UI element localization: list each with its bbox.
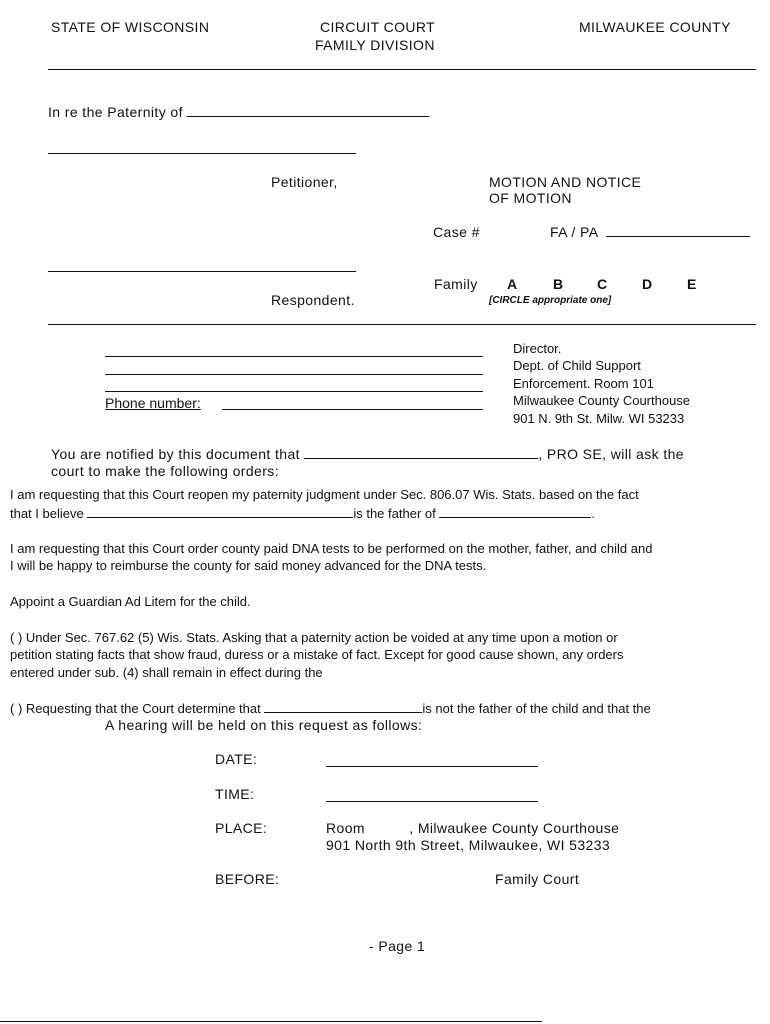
- void-line-2: petition stating facts that show fraud, duress or a mistake of fact. Except for good cause shown, any orders: [10, 647, 624, 662]
- court-division: FAMILY DIVISION: [315, 37, 435, 53]
- family-option-e[interactable]: E: [687, 276, 697, 292]
- motion-title-line1: MOTION AND NOTICE: [489, 174, 642, 190]
- phone-number-field[interactable]: [222, 409, 483, 410]
- footer-line: [0, 1021, 542, 1022]
- child-name-field[interactable]: [439, 505, 591, 518]
- respondent-label: Respondent.: [271, 292, 355, 308]
- address-line-2[interactable]: [105, 374, 483, 375]
- family-option-d[interactable]: D: [642, 276, 653, 292]
- date-label: DATE:: [215, 751, 258, 767]
- case-number-line: [550, 224, 750, 240]
- believed-father-field[interactable]: [87, 505, 353, 518]
- paternity-name-field[interactable]: [187, 104, 429, 117]
- place-label: PLACE:: [215, 820, 268, 836]
- caption-divider: [48, 324, 756, 325]
- notice-name-field[interactable]: [304, 446, 538, 459]
- notice-line-1: [51, 446, 684, 462]
- determine-suffix: is not the father of the child and that the: [422, 701, 651, 716]
- before-value: Family Court: [495, 871, 580, 887]
- director-line-5: 901 N. 9th St. Milw. WI 53233: [513, 411, 685, 426]
- hearing-intro: A hearing will be held on this request as follows:: [105, 717, 423, 733]
- petitioner-name-field[interactable]: [48, 153, 356, 154]
- reopen-line-2: [10, 505, 595, 521]
- time-field[interactable]: [326, 801, 538, 802]
- director-line-2: Dept. of Child Support: [513, 358, 641, 373]
- determine-name-field[interactable]: [264, 700, 422, 713]
- notice-suffix: , PRO SE, will ask the: [538, 446, 684, 462]
- reopen-prefix: that I believe: [10, 506, 84, 521]
- case-number-field[interactable]: [606, 224, 750, 237]
- header-divider: [48, 69, 756, 70]
- county-label: MILWAUKEE COUNTY: [579, 19, 731, 35]
- family-option-c[interactable]: C: [597, 276, 608, 292]
- notice-line-2: court to make the following orders:: [51, 463, 279, 479]
- reopen-end: .: [591, 506, 595, 521]
- dna-line-2: I will be happy to reimburse the county for said money advanced for the DNA tests.: [10, 558, 487, 573]
- paternity-label: In re the Paternity of: [48, 104, 183, 120]
- guardian-request: Appoint a Guardian Ad Litem for the child.: [10, 594, 251, 609]
- date-field[interactable]: [326, 766, 538, 767]
- state-label: STATE OF WISCONSIN: [51, 19, 210, 35]
- paternity-line: [48, 104, 429, 120]
- case-label: Case #: [433, 224, 480, 240]
- address-line-1[interactable]: [105, 356, 483, 357]
- director-line-4: Milwaukee County Courthouse: [513, 393, 691, 408]
- family-hint: [CIRCLE appropriate one]: [489, 295, 612, 306]
- place-line-1: [326, 820, 619, 836]
- reopen-line-1: I am requesting that this Court reopen my paternity judgment under Sec. 806.07 Wis. Stats. based on the fact: [10, 487, 639, 502]
- dna-line-1: I am requesting that this Court order county paid DNA tests to be performed on the mother, father, and child and: [10, 541, 653, 556]
- time-label: TIME:: [215, 786, 255, 802]
- place-room-label: Room: [326, 820, 365, 836]
- void-line-3: entered under sub. (4) shall remain in effect during the: [10, 665, 323, 680]
- phone-label: Phone number:: [105, 395, 201, 411]
- address-line-3[interactable]: [105, 391, 483, 392]
- void-line-1: ( ) Under Sec. 767.62 (5) Wis. Stats. Asking that a paternity action be voided at any time upon a motion or: [10, 630, 618, 645]
- respondent-name-field[interactable]: [48, 271, 356, 272]
- court-name: CIRCUIT COURT: [320, 19, 436, 35]
- notice-prefix: You are notified by this document that: [51, 446, 300, 462]
- family-option-a[interactable]: A: [507, 276, 518, 292]
- director-line-3: Enforcement. Room 101: [513, 376, 654, 391]
- place-line-2: 901 North 9th Street, Milwaukee, WI 53233: [326, 837, 611, 853]
- director-line-1: Director.: [513, 341, 562, 356]
- motion-title-line2: OF MOTION: [489, 190, 572, 206]
- petitioner-label: Petitioner,: [271, 174, 338, 190]
- reopen-middle: is the father of: [353, 506, 436, 521]
- family-label: Family: [434, 276, 478, 292]
- determine-prefix: ( ) Requesting that the Court determine that: [10, 701, 261, 716]
- case-prefix: FA / PA: [550, 224, 598, 240]
- page-number: - Page 1: [369, 938, 426, 954]
- family-option-b[interactable]: B: [553, 276, 564, 292]
- place-courthouse: , Milwaukee County Courthouse: [409, 820, 620, 836]
- before-label: BEFORE:: [215, 871, 280, 887]
- determine-line: [10, 700, 651, 716]
